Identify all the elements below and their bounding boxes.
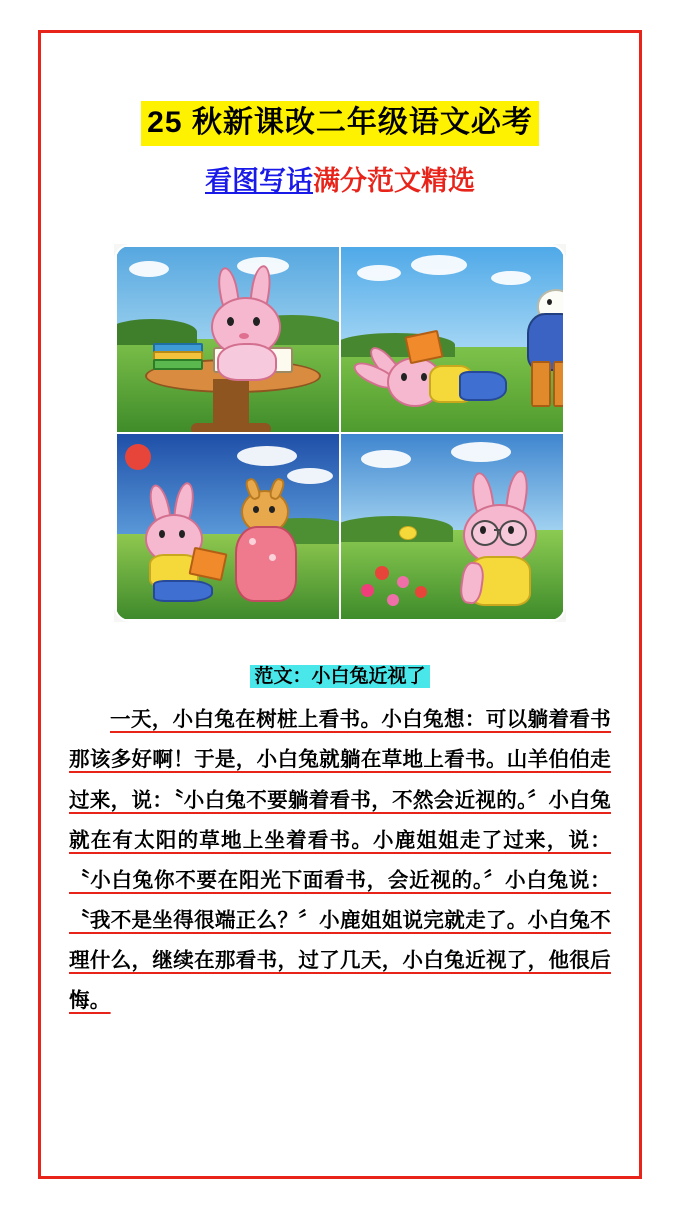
page-content xyxy=(41,33,639,1176)
goat-eye xyxy=(547,299,552,305)
deer-dot xyxy=(269,554,276,561)
cloud-icon xyxy=(129,261,169,277)
rabbit-eye xyxy=(480,526,486,534)
rabbit-eye xyxy=(159,530,165,538)
rabbit-body xyxy=(217,343,277,381)
cloud-icon xyxy=(451,442,511,462)
goat-leg xyxy=(531,361,551,407)
table-base xyxy=(191,423,271,433)
butterfly-icon xyxy=(399,526,417,540)
comic-grid xyxy=(114,244,566,622)
essay-title-text: 范文：小白兔近视了 xyxy=(250,665,429,688)
comic-panel-2 xyxy=(340,246,564,433)
deer-body xyxy=(235,526,297,602)
cloud-icon xyxy=(237,446,297,466)
flower-icon xyxy=(375,566,389,580)
book-icon xyxy=(153,359,203,370)
rabbit-eye xyxy=(401,373,407,381)
comic-panel-1 xyxy=(116,246,340,433)
rabbit-eye xyxy=(421,373,427,381)
page-title xyxy=(69,101,611,146)
cloud-icon xyxy=(491,271,531,285)
panel1-hill xyxy=(116,319,197,345)
rabbit-eye xyxy=(227,317,234,326)
flower-icon xyxy=(415,586,427,598)
cloud-icon xyxy=(361,450,411,468)
deer-eye xyxy=(269,506,275,513)
panel4-hill xyxy=(340,516,453,542)
essay-title xyxy=(69,664,611,691)
deer-eye xyxy=(253,506,259,513)
comic-panel-4 xyxy=(340,433,564,620)
glasses-bridge xyxy=(494,529,500,531)
rabbit-pants xyxy=(459,371,507,401)
rabbit-pants xyxy=(153,580,213,602)
page-title-text: 25 秋新课改二年级语文必考 xyxy=(141,101,539,146)
rabbit-eye xyxy=(179,530,185,538)
flower-icon xyxy=(387,594,399,606)
goat-leg xyxy=(553,361,564,407)
flower-icon xyxy=(361,584,374,597)
sun-icon xyxy=(125,444,151,470)
cloud-icon xyxy=(357,265,401,281)
subtitle-highlight-blue: 看图写话 xyxy=(205,165,313,196)
subtitle-highlight-red: 满分范文精选 xyxy=(313,165,475,196)
rabbit-eye xyxy=(508,526,514,534)
page-subtitle xyxy=(69,164,611,199)
deer-dot xyxy=(249,538,256,545)
flower-icon xyxy=(397,576,409,588)
rabbit-nose xyxy=(239,333,249,339)
cloud-icon xyxy=(411,255,467,275)
comic-panel-3 xyxy=(116,433,340,620)
cloud-icon xyxy=(287,468,333,484)
essay-body: 一天，小白兔在树桩上看书。小白兔想：可以躺着看书那该多好啊！于是，小白兔就躺在草地上看书。山羊伯伯走过来，说：〝小白兔不要躺着看书，不然会近视的。〞小白兔就在有太阳的草地上坐着看书。小鹿姐姐走了过来，说：〝小白兔你不要在阳光下面看书，会近视的。〞小白兔说：〝我不是坐得很端正么？〞小鹿姐姐说完就走了。小白兔不理什么，继续在那看书，过了几天，小白兔近视了，他很后悔。 xyxy=(69,708,611,1013)
comic-illustration xyxy=(114,244,566,622)
page-frame xyxy=(38,30,642,1179)
rabbit-eye xyxy=(253,317,260,326)
